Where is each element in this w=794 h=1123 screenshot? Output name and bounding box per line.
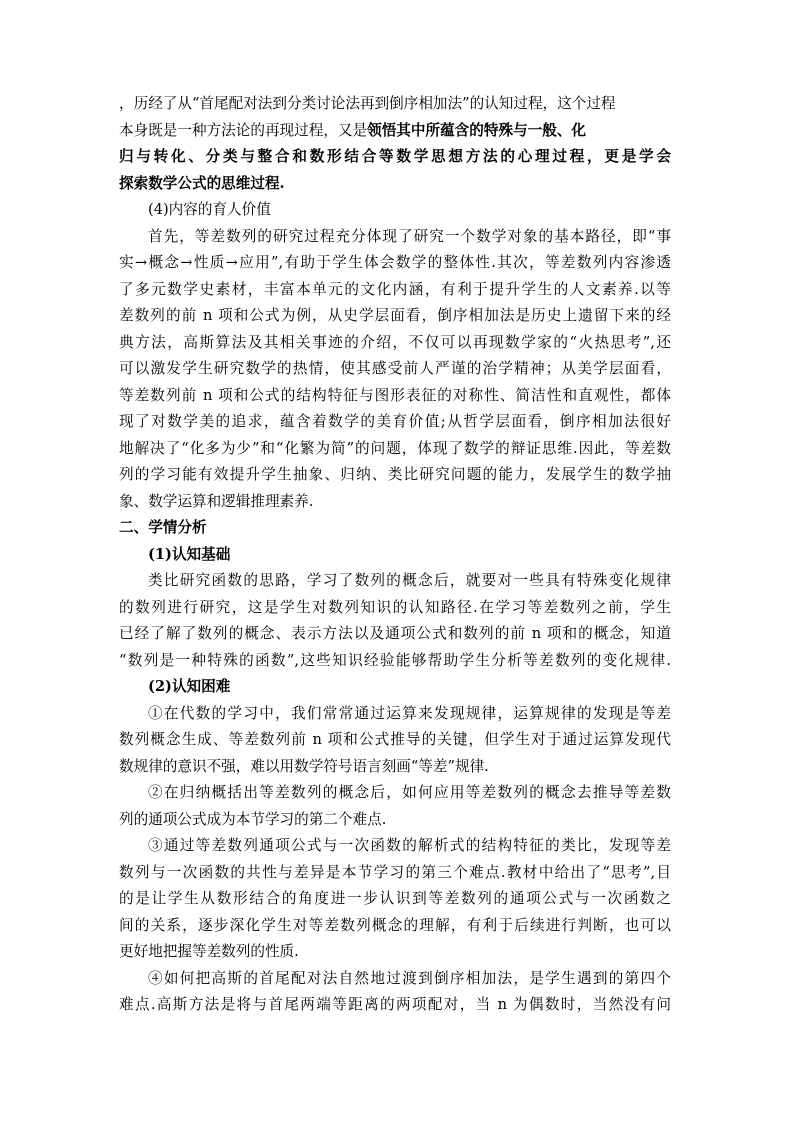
text-line (119, 622, 671, 646)
text-line (148, 198, 271, 222)
text-line (119, 304, 671, 328)
text-line (119, 172, 285, 196)
text-line (148, 225, 671, 249)
text-line (119, 993, 671, 1017)
text-line-content: 类比研究函数的思路，学习了数列的概念后，就要对一些具有特殊变化规律 (148, 572, 671, 589)
text-line-content: (2)认知困难 (148, 678, 231, 695)
text-line (119, 887, 671, 911)
text-line-content: 等差数列前 n 项和公式的结构特征与图形表征的对称性、简洁性和直观性，都体 (119, 386, 671, 404)
text-line (119, 251, 671, 275)
text-line-content: 归与转化、分类与整合和数形结合等数学思想方法的心理过程，更是学会 (119, 148, 671, 165)
text-line (119, 728, 671, 752)
text-line-content: 列的学习能有效提升学生抽象、归纳、类比研究问题的能力，发展学生的数学抽 (119, 466, 671, 483)
text-line-content: 数列与一次函数的共性与差异是本节学习的第三个难点.教材中给出了“思考”,目 (119, 863, 671, 881)
text-line (119, 755, 489, 779)
text-line (119, 119, 586, 143)
text-line (119, 92, 616, 116)
text-line (119, 145, 671, 169)
text-line-content: 地解决了“化多为少”和“化繁为简”的问题，体现了数学的辩证思维.因此，等差数 (119, 439, 671, 457)
text-line (119, 516, 207, 540)
text-line (119, 278, 671, 302)
text-line (119, 463, 671, 487)
text-line (148, 781, 671, 805)
text-line-content: 二、学情分析 (119, 519, 207, 536)
text-line (119, 596, 671, 620)
text-line-content: (1)认知基础 (148, 545, 231, 563)
text-line-content: 的数列进行研究，这是学生对数列知识的认知路径.在学习等差数列之前，学生 (119, 598, 671, 616)
text-line (148, 675, 230, 699)
text-line-content: 间的关系，逐步深化学生对等差数列概念的理解，有利于后续进行判断，也可以 (119, 916, 671, 934)
text-line-content: ④如何把高斯的首尾配对法自然地过渡到倒序相加法，是学生遇到的第四个 (148, 969, 671, 987)
text-line-content: 本身既是一种方法论的再现过程，又是 (119, 121, 368, 139)
text-line (119, 861, 671, 885)
text-line-content: 数列概念生成、等差数列前 n 项和公式推导的关键，但学生对于通过运算发现代 (119, 731, 671, 748)
text-line (119, 410, 671, 434)
text-line (119, 914, 671, 938)
text-line-content: 数规律的意识不强，难以用数学符号语言刻画“等差”规律. (119, 757, 489, 775)
text-line-content: 了多元数学史素材，丰富本单元的文化内涵，有利于提升学生的人文素养.以等 (119, 280, 671, 298)
text-line (119, 649, 671, 673)
text-line-content: 首先，等差数列的研究过程充分体现了研究一个数学对象的基本路径，即“事 (148, 227, 671, 245)
text-line-content: 更好地把握等差数列的性质. (119, 943, 299, 960)
text-line-content: ③通过等差数列通项公式与一次函数的解析式的结构特征的类比，发现等差 (148, 837, 671, 854)
text-line-content: 可以激发学生研究数学的热情，使其感受前人严谨的治学精神；从美学层面看， (119, 360, 671, 377)
text-line-content: (4)内容的育人价值 (148, 201, 271, 218)
text-line-content: 难点.高斯方法是将与首尾两端等距离的两项配对，当 n 为偶数时，当然没有问 (119, 996, 671, 1013)
text-line (119, 384, 671, 408)
text-line-content: 象、数学运算和逻辑推理素养. (119, 492, 314, 510)
text-line (119, 331, 671, 355)
text-line-content: 差数列的前 n 项和公式为例，从史学层面看，倒序相加法是历史上遗留下来的经 (119, 307, 671, 324)
text-line-content: 的是让学生从数形结合的角度进一步认识到等差数列的通项公式与一次函数之 (119, 890, 671, 907)
text-line-content: 已经了解了数列的概念、表示方法以及通项公式和数列的前 n 项和的概念，知道 (119, 625, 671, 642)
text-line (148, 834, 671, 858)
text-line-content: ①在代数的学习中，我们常常通过运算来发现规律，运算规律的发现是等差 (148, 704, 671, 722)
text-line-content: “数列是一种特殊的函数”,这些知识经验能够帮助学生分析等差数列的变化规律. (119, 651, 671, 669)
text-line (119, 437, 671, 461)
text-line-content: ②在归纳概括出等差数列的概念后，如何应用等差数列的概念去推导等差数 (148, 784, 671, 801)
text-line-content: 典方法，高斯算法及其相关事迹的介绍，不仅可以再现数学家的“火热思考”,还 (119, 333, 671, 351)
text-line (148, 702, 671, 726)
text-line-content: 实→概念→性质→应用”,有助于学生体会数学的整体性.其次，等差数列内容渗透 (119, 254, 671, 271)
text-line (148, 967, 671, 991)
text-line-content: 现了对数学美的追求，蕴含着数学的美育价值;从哲学层面看，倒序相加法很好 (119, 413, 671, 430)
text-line-bold-tail: 领悟其中所蕴含的特殊与一般、化 (367, 121, 587, 139)
text-line-content: 列的通项公式成为本节学习的第二个难点. (119, 810, 387, 828)
text-line-content: ，历经了从“首尾配对法到分类讨论法再到倒序相加法”的认知过程，这个过程 (119, 95, 616, 112)
text-line (119, 808, 386, 832)
text-line (119, 940, 299, 964)
text-line (119, 490, 313, 514)
text-line (119, 357, 671, 381)
text-line (148, 569, 671, 593)
text-line-content: 探索数学公式的思维过程. (119, 174, 285, 192)
text-line (148, 543, 230, 567)
